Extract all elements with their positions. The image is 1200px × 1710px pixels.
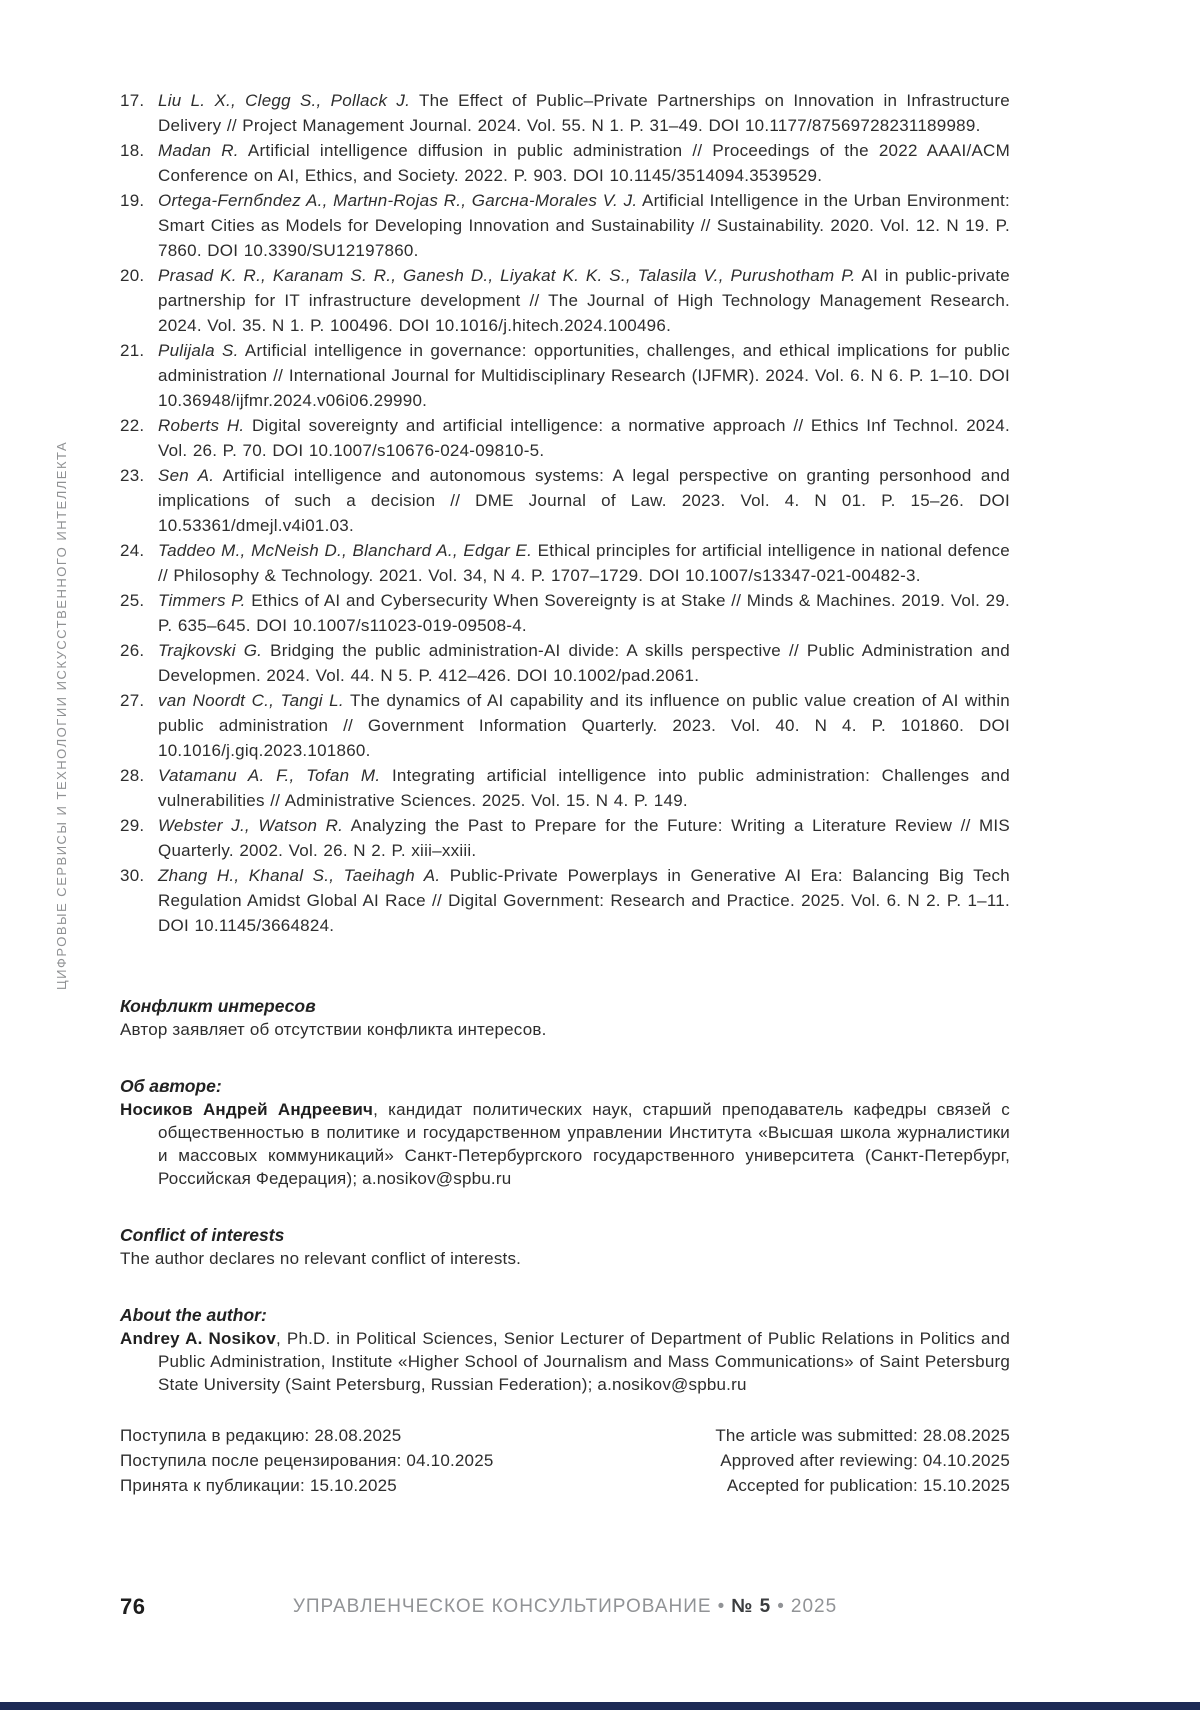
article-dates-en [715,1423,1010,1498]
reference-number: 20. [120,266,145,285]
reference-item [120,463,1010,538]
reference-text: Digital sovereignty and artificial intelligence: a normative approach // Ethics Inf Technol. 2024. Vol. 26. P. 70. DOI 10.1007/s10676-024-09810-5. [158,416,1010,460]
references-list [120,88,1010,938]
author-name-ru: Носиков Андрей Андреевич [120,1100,374,1119]
reference-authors: van Noordt C., Tangi L. [158,691,344,710]
reference-authors: Taddeo M., McNeish D., Blanchard A., Edgar E. [158,541,533,560]
page-number: 76 [120,1594,146,1619]
reference-item [120,538,1010,588]
reference-text: Artificial intelligence diffusion in public administration // Proceedings of the 2022 AAAI/ACM Conference on AI, Ethics, and Society. 2022. P. 903. DOI 10.1145/3514094.3539529. [158,141,1010,185]
reference-authors: Zhang H., Khanal S., Taeihagh A. [158,866,441,885]
reference-text: Artificial Intelligence in the Urban Environment: Smart Cities as Models for Developing Innovation and Sustainability // Sustainability. 2020. Vol. 12. N 19. P. 7860. DOI 10.3390/SU12197860. [158,191,1010,260]
reference-item [120,263,1010,338]
reference-item [120,638,1010,688]
reference-authors: Vatamanu A. F., Tofan M. [158,766,381,785]
article-dates [120,1423,1010,1498]
reference-authors: Sen A. [158,466,215,485]
reference-item [120,88,1010,138]
journal-issue: № 5 [731,1596,772,1617]
date-submitted-ru: Поступила в редакцию: 28.08.2025 [120,1426,402,1445]
journal-title: УПРАВЛЕНЧЕСКОЕ КОНСУЛЬТИРОВАНИЕ [292,1596,712,1617]
page-content [120,88,1010,1498]
reference-authors: Webster J., Watson R. [158,816,344,835]
footer-separator: • [717,1596,726,1617]
reference-number: 28. [120,766,145,785]
reference-text: Ethics of AI and Cybersecurity When Sovereignty is at Stake // Minds & Machines. 2019. Vol. 29. P. 635–645. DOI 10.1007/s11023-019-09508-4. [158,591,1011,635]
reference-number: 25. [120,591,145,610]
reference-item [120,413,1010,463]
conflict-of-interest-ru-heading: Конфликт интересов [120,996,316,1016]
reference-number: 21. [120,341,145,360]
reference-text: AI in public-private partnership for IT infrastructure development // The Journal of High Technology Management Research. 2024. Vol. 35. N 1. P. 100496. DOI 10.1016/j.hitech.2024.100496. [158,266,1010,335]
reference-item [120,138,1010,188]
author-bio-ru: , кандидат политических наук, старший преподаватель кафедры связей с общественностью в политике и государственном управлении Института «Высшая школа журналистики и массовых коммуникаций» Санкт-Петербургского государственного университета (Санкт-Петербург, Российская Федерация); a.nosikov@spbu.ru [158,1100,1010,1188]
reference-number: 29. [120,816,145,835]
reference-item [120,588,1010,638]
author-bio-en: , Ph.D. in Political Sciences, Senior Lecturer of Department of Public Relations in Politics and Public Administration, Institute «Higher School of Journalism and Mass Communications» of Saint Petersburg State University (Saint Petersburg, Russian Federation); a.nosikov@spbu.ru [158,1329,1011,1394]
footer-separator: • [777,1596,785,1617]
article-dates-ru [120,1423,494,1498]
reference-text: Artificial intelligence in governance: opportunities, challenges, and ethical implications for public administration // International Journal for Multidisciplinary Research (IJFMR). 2024. Vol. 6. N 6. P. 1–10. DOI 10.36948/ijfmr.2024.v06i06.29990. [158,341,1010,410]
journal-title-line [120,1594,1010,1618]
bottom-accent-bar [0,1702,1200,1710]
reference-number: 26. [120,641,145,660]
reference-number: 18. [120,141,145,160]
about-author-ru-paragraph [120,1098,1010,1190]
date-reviewed-ru: Поступила после рецензирования: 04.10.2025 [120,1451,494,1470]
date-submitted-en: The article was submitted: 28.08.2025 [715,1426,1010,1445]
about-author-en-paragraph [120,1327,1010,1396]
reference-number: 30. [120,866,145,885]
reference-item [120,688,1010,763]
reference-number: 23. [120,466,145,485]
date-accepted-en: Accepted for publication: 15.10.2025 [726,1476,1010,1495]
reference-item [120,338,1010,413]
page-footer [120,1594,1010,1624]
reference-item [120,813,1010,863]
reference-text: Integrating artificial intelligence into public administration: Challenges and vulnerabilities // Administrative Sciences. 2025. Vol. 15. N 4. P. 149. [158,766,1010,810]
date-accepted-ru: Принята к публикации: 15.10.2025 [120,1476,397,1495]
reference-item [120,763,1010,813]
reference-authors: Prasad K. R., Karanam S. R., Ganesh D., Liyakat K. K. S., Talasila V., Purushotham P. [158,266,856,285]
reference-text: Artificial intelligence and autonomous systems: A legal perspective on granting personhood and implications of such a decision // DME Journal of Law. 2023. Vol. 4. N 01. P. 15–26. DOI 10.53361/dmejl.v4i01.03. [158,466,1010,535]
author-name-en: Andrey A. Nosikov [120,1329,277,1348]
reference-number: 24. [120,541,145,560]
section-rubric-vertical-label: ЦИФРОВЫЕ СЕРВИСЫ И ТЕХНОЛОГИИ ИСКУССТВЕННОГО ИНТЕЛЛЕКТА [54,440,69,990]
reference-authors: Madan R. [158,141,239,160]
date-reviewed-en: Approved after reviewing: 04.10.2025 [720,1451,1010,1470]
reference-authors: Liu L. X., Clegg S., Pollack J. [158,91,411,110]
journal-year: 2025 [790,1596,838,1617]
reference-authors: Timmers P. [158,591,246,610]
reference-item [120,863,1010,938]
about-author-en-heading: About the author: [120,1305,267,1325]
reference-text: The Effect of Public–Private Partnerships on Innovation in Infrastructure Delivery // Project Management Journal. 2024. Vol. 55. N 1. P. 31–49. DOI 10.1177/87569728231189989. [158,91,1010,135]
conflict-of-interest-ru-body: Автор заявляет об отсутствии конфликта интересов. [120,1020,547,1039]
reference-authors: Roberts H. [158,416,245,435]
reference-authors: Ortega-Fernбndez A., Martнn-Rojas R., Garcна-Morales V. J. [158,191,638,210]
reference-text: Ethical principles for artificial intelligence in national defence // Philosophy & Technology. 2021. Vol. 34, N 4. P. 1707–1729. DOI 10.1007/s13347-021-00482-3. [158,541,1011,585]
reference-text: The dynamics of AI capability and its influence on public value creation of AI within public administration // Government Information Quarterly. 2023. Vol. 40. N 4. P. 101860. DOI 10.1016/j.giq.2023.101860. [158,691,1011,760]
reference-authors: Trajkovski G. [158,641,263,660]
reference-authors: Pulijala S. [158,341,239,360]
reference-item [120,188,1010,263]
about-author-ru-heading: Об авторе: [120,1076,222,1096]
reference-number: 17. [120,91,145,110]
reference-text: Bridging the public administration-AI divide: A skills perspective // Public Administration and Developmen. 2024. Vol. 44. N 5. P. 412–426. DOI 10.1002/pad.2061. [158,641,1011,685]
reference-text: Analyzing the Past to Prepare for the Future: Writing a Literature Review // MIS Quarterly. 2002. Vol. 26. N 2. P. xiii–xxiii. [158,816,1010,860]
reference-text: Public-Private Powerplays in Generative AI Era: Balancing Big Tech Regulation Amidst Global AI Race // Digital Government: Research and Practice. 2025. Vol. 6. N 2. P. 1–11. DOI 10.1145/3664824. [158,866,1010,935]
reference-number: 19. [120,191,145,210]
conflict-of-interest-en-body: The author declares no relevant conflict of interests. [120,1249,522,1268]
reference-number: 27. [120,691,145,710]
reference-number: 22. [120,416,145,435]
conflict-of-interest-en-heading: Conflict of interests [120,1225,285,1245]
